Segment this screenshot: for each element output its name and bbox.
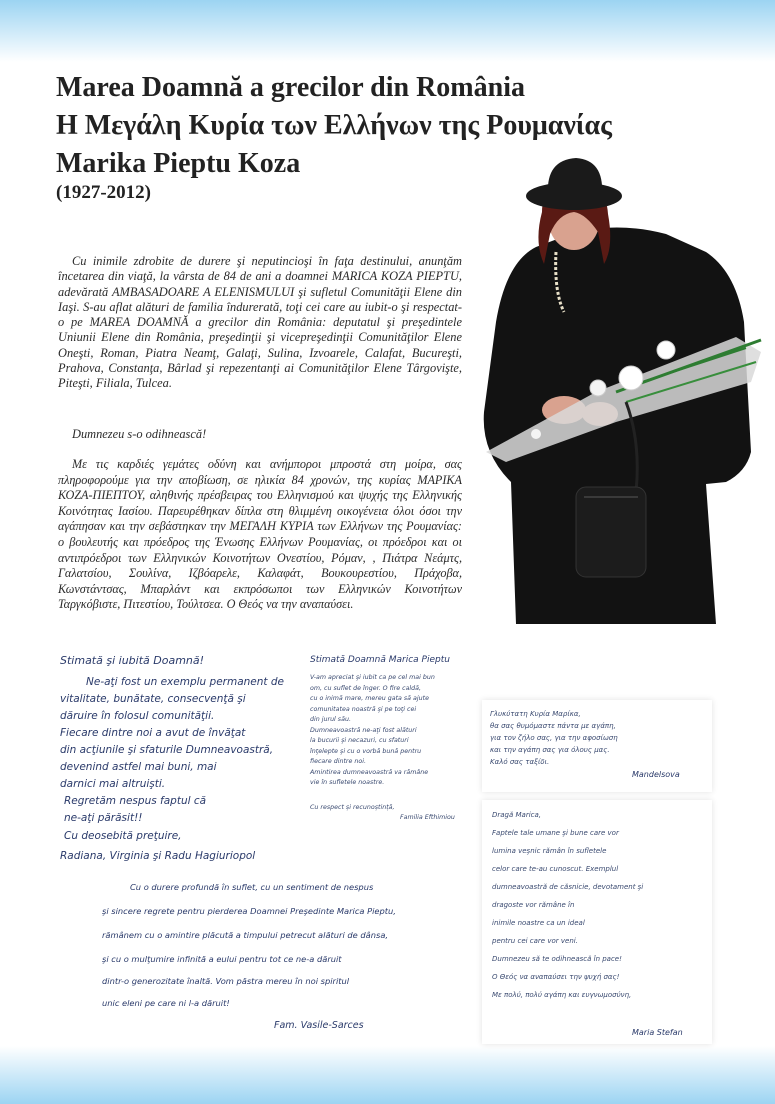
- note2-greeting: Stimată Doamnă Marica Pieptu: [310, 655, 450, 665]
- note1-closing: Cu deosebită preţuire,: [64, 830, 182, 842]
- note5-line: Dumnezeu să te odihnească în pace!: [492, 955, 622, 963]
- note5-greeting: Dragă Marica,: [492, 811, 542, 819]
- title-years: (1927-2012): [56, 182, 151, 203]
- note5-line: celor care te-au cunoscut. Exemplul: [492, 865, 619, 873]
- title-name: Marika Pieptu Koza: [56, 148, 301, 179]
- romanian-closing: Dumnezeu s-o odihnească!: [72, 427, 207, 441]
- note5-line: Ο Θεός να αναπαύσει την ψυχή σας!: [492, 973, 620, 981]
- note3-line: rămânem cu o amintire plăcută a timpului petrecut alături de dânsa,: [102, 930, 389, 940]
- note2-line: V-am apreciat şi iubit ca pe cel mai bun: [310, 674, 435, 681]
- title-greek: Η Μεγάλη Κυρία των Ελλήνων της Ρουμανίας: [56, 110, 612, 141]
- note1-line: Fiecare dintre noi a avut de învăţat: [60, 727, 246, 739]
- note2-signature: Familia Efthimiou: [400, 814, 455, 821]
- handwritten-note-3: [98, 880, 476, 1040]
- note2-closing: Cu respect și recunoștință,: [310, 803, 395, 811]
- note1-signature: Radiana, Virginia şi Radu Hagiuriopol: [60, 850, 256, 862]
- note3-signature: Fam. Vasile-Sarces: [274, 1020, 364, 1031]
- note2-line: Amintirea dumneavoastră va rămâne: [310, 768, 429, 776]
- note4-line: για τον ζήλο σας, για την αφοσίωση: [490, 734, 618, 742]
- note2-line: comunitatea noastră şi pe toţi cei: [310, 705, 417, 713]
- note1-line: Regretăm nespus faptul că: [64, 795, 207, 807]
- note4-line: Γλυκύτατη Κυρία Μαρίκα,: [490, 710, 581, 718]
- note1-line: darnici mai altruişti.: [60, 778, 166, 790]
- portrait-photo: [476, 152, 766, 624]
- note5-line: pentru cei care vor veni.: [492, 937, 578, 945]
- note1-line: vitalitate, bunătate, consecvenţă şi: [60, 693, 246, 705]
- note5-line: Faptele tale umane şi bune care vor: [492, 829, 619, 837]
- note5-line: dumneavoastră de căsnicie, devotament şi: [492, 883, 644, 891]
- note3-line: unic eleni pe care ni l-a dăruit!: [102, 998, 230, 1008]
- greek-paragraph: Με τις καρδιές γεμάτες οδύνη και ανήμποροι μπροστά στη μοίρα, σας πληροφορούμε για την αποβίωση, σε ηλικία 84 χρονών, της κυρίας ΜΑΡΙΚΑ ΚΟΖΑ-ΠΙΕΠΤΟΥ, αληθινής πρέσβειρας του Ελληνισμού και ψυχής της Ελληνικής Κοινότητας Ιασίου. Παρευρέθηκαν δίπλα στη θλιμμένη οικογένεια όλοι όσοι την αγάπησαν και την σεβάστηκαν την ΜΕΓΑΛΗ ΚΥΡΙΑ των Ελλήνων της Ρουμανίας: ο βουλευτής και πρόεδρος της Ένωσης Ελλήνων Ρουμανίας, οι πρόεδροι και οι αντιπρόεδροι των Ελληνικών Κοινοτήτων Ονεστίου, Ρόμαν, , Πιάτρα Νεάμτς, Γαλατσίου, Σουλίνα, Ιζβόαρελε, Καλαφάτ, Βουκουρεστίου, Πράχοβα, Κωνστάντσας, Μπαρλάντ και εκπρόσωποι των Ελληνικών Κοινοτήτων Ταργκόβιστε, Πιτεστίου, Τούλτσεα. Ο Θεός να την αναπαύσει.: [58, 457, 462, 612]
- note3-line: şi sincere regrete pentru pierderea Doamnei Preşedinte Marica Pieptu,: [102, 906, 396, 916]
- note4-signature: Mandelsova: [632, 770, 680, 779]
- title-romanian: Marea Doamnă a grecilor din România: [56, 72, 525, 103]
- note4-line: και την αγάπη σας για όλους μας.: [490, 746, 610, 754]
- note3-line: dintr-o generozitate înaltă. Vom păstra mereu în noi spiritul: [102, 976, 350, 986]
- note2-line: înţelepte şi cu o vorbă bună pentru: [310, 747, 422, 755]
- note1-line: Ne-aţi fost un exemplu permanent de: [86, 676, 284, 688]
- note5-line: Με πολύ, πολύ αγάπη και ευγνωμοσύνη,: [492, 991, 632, 999]
- handwritten-note-1: [56, 650, 292, 882]
- note1-line: din acţiunile şi sfaturile Dumneavoastră,: [60, 744, 274, 756]
- note4-line: Καλό σας ταξίδι.: [490, 758, 550, 766]
- note3-line: şi cu o mulţumire infinită a eului pentru tot ce ne-a dăruit: [102, 954, 342, 964]
- note1-line: dăruire în folosul comunităţii.: [60, 710, 215, 722]
- bottom-color-band: [0, 1046, 775, 1104]
- handwritten-note-2: [300, 655, 472, 877]
- note5-line: lumina veşnic rămân în sufletele: [492, 847, 607, 855]
- handwritten-note-5: [482, 800, 712, 1044]
- handwritten-note-4: [482, 700, 712, 792]
- note5-line: dragoste vor rămâne în: [492, 901, 575, 909]
- note2-line: Dumneavoastră ne-aţi fost alături: [310, 726, 417, 734]
- note1-line: ne-aţi părăsit!!: [64, 812, 143, 824]
- note4-line: θα σας θυμόμαστε πάντα με αγάπη,: [490, 722, 616, 730]
- note2-line: din jurul său.: [310, 716, 351, 723]
- romanian-paragraph: Cu inimile zdrobite de durere şi neputincioşi în faţa destinului, anunţăm încetarea din viaţă, la vârsta de 84 de ani a doamnei MARICA KOZA PIEPTU, adevărată AMBASADOARE A ELENISMULUI şi sufletul Comunităţii Elene din Iaşi. S-au aflat alături de familia îndurerată, toţi cei care au iubit-o şi respectat-o pe MAREA DOAMNĂ a grecilor din România: deputatul şi preşedintele Uniunii Elene din România, preşedinţii şi vicepreşedinţii Comunităţilor Elene Oneşti, Roman, Piatra Neamţ, Galaţi, Sulina, Izvoarele, Calafat, Bucureşti, Prahova, Constanţa, Bârlad şi repezentanţi ai Comunităţilor Elene Târgovişte, Piteşti, Filiala, Tulcea.: [58, 254, 462, 391]
- note5-line: inimile noastre ca un ideal: [492, 919, 585, 927]
- note2-line: vie în sufletele noastre.: [310, 779, 385, 786]
- note1-greeting: Stimată şi iubită Doamnă!: [60, 654, 205, 667]
- note1-line: devenind astfel mai buni, mai: [60, 761, 217, 773]
- note2-line: om, cu suflet de înger. O fire caldă,: [310, 684, 422, 692]
- note2-line: cu o inimă mare, mereu gata să ajute: [310, 695, 429, 702]
- top-color-band: [0, 0, 775, 62]
- note5-signature: Maria Stefan: [632, 1028, 683, 1037]
- note2-line: la bucurii şi necazuri, cu sfaturi: [310, 737, 409, 744]
- note2-line: fiecare dintre noi.: [310, 758, 366, 765]
- note3-line: Cu o durere profundă în suflet, cu un sentiment de nespus: [130, 882, 374, 892]
